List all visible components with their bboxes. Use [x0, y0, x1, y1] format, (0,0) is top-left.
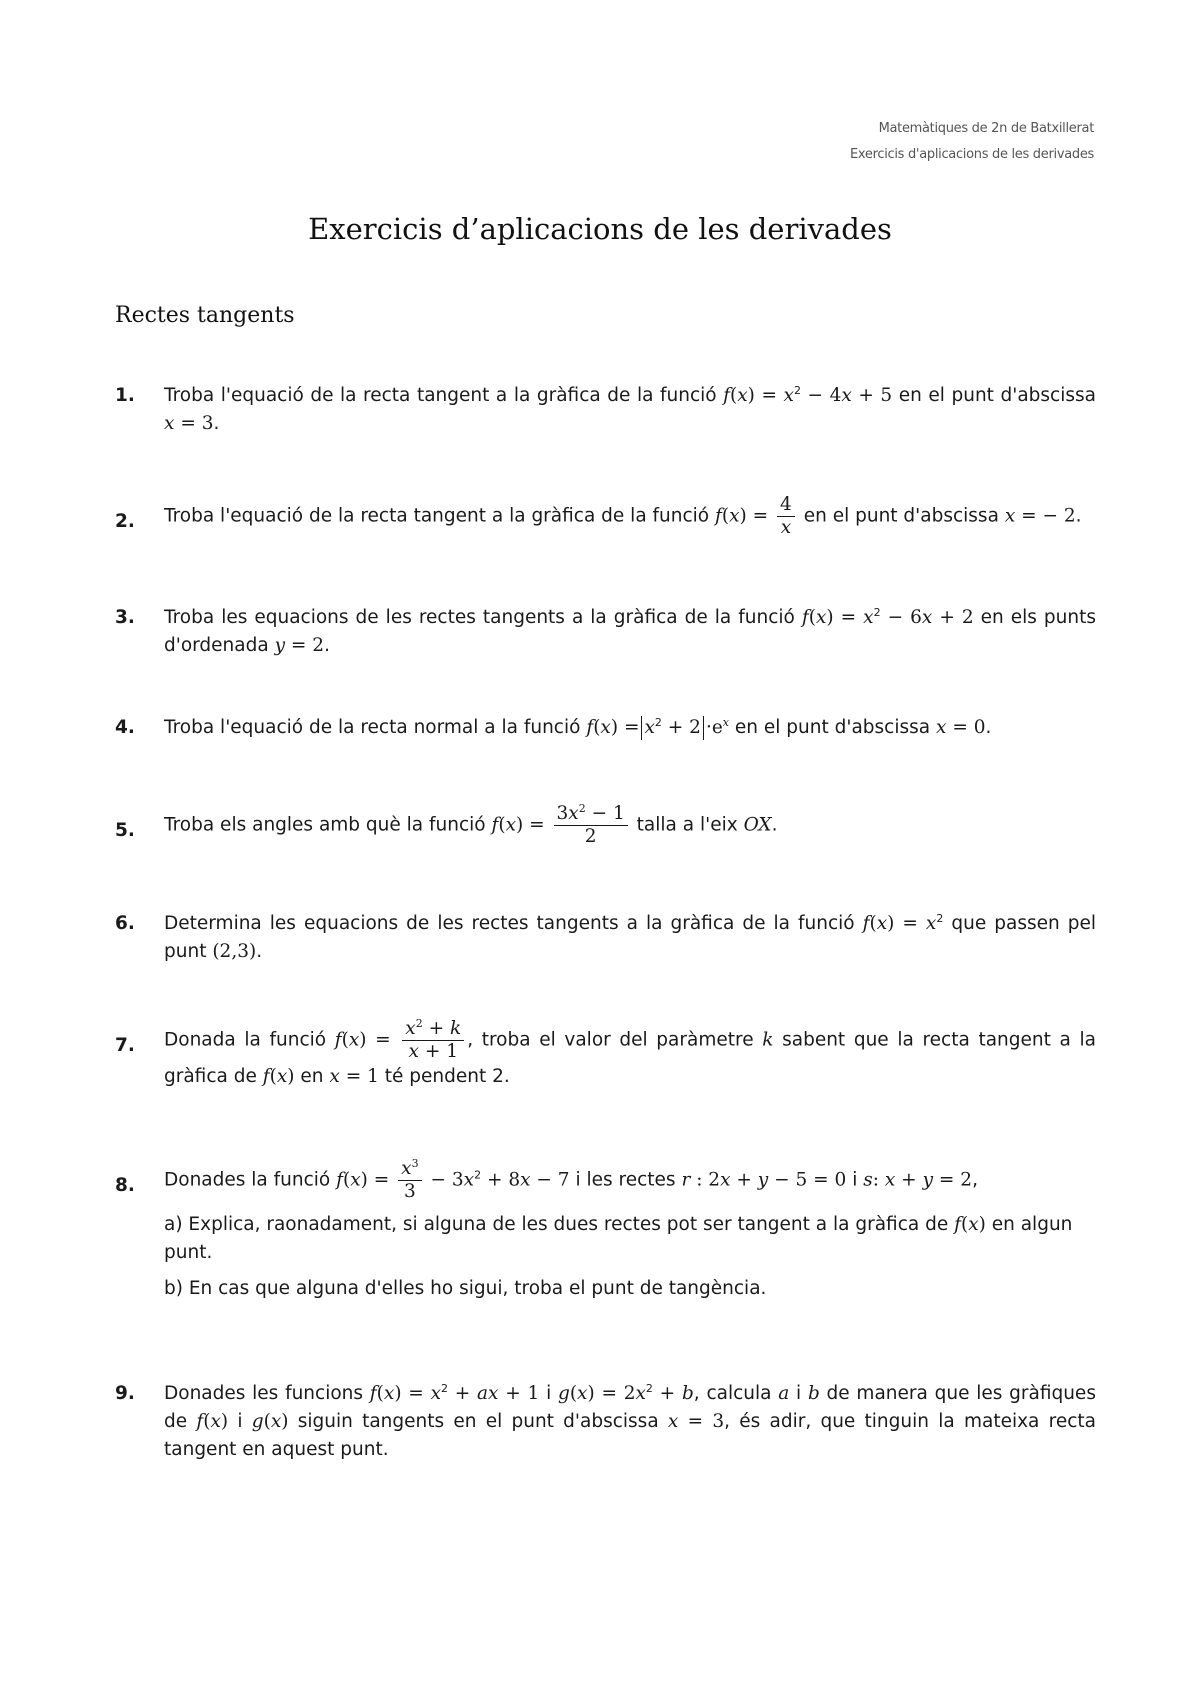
exercise-number: 5. — [115, 820, 135, 841]
exercise-text: Donada la funció f(x) = $\frac{x^2 + k}{x + 1}$ , troba el valor del paràmetre k sabent que la recta tangent a la gràfica de f(x) en x = 1 té pendent 2. — [164, 1017, 1096, 1087]
exercise-7 — [115, 1018, 1096, 1091]
page-header — [850, 116, 1094, 168]
exercise-number: 7. — [115, 1035, 135, 1056]
exercise-2 — [115, 494, 1096, 539]
exercise-number: 2. — [115, 511, 135, 532]
exercise-4 — [115, 714, 1096, 742]
exercise-number: 8. — [115, 1175, 135, 1196]
exercise-number: 3. — [115, 607, 135, 628]
exercise-text: Determina les equacions de les rectes tangents a la gràfica de la funció $f(x) = x^2$ que passen pel punt (2,3). — [164, 912, 1096, 962]
exercise-number: 1. — [115, 385, 135, 406]
header-course: Matemàtiques de 2n de Batxillerat — [878, 121, 1094, 136]
exercise-number: 9. — [115, 1383, 135, 1404]
section-heading: Rectes tangents — [115, 303, 295, 328]
exercise-text: Troba els angles amb què la funció f(x) = $\frac{3x^2 - 1}{2}$ talla a l'eix OX. — [164, 802, 778, 847]
exercise-text: Troba l'equació de la recta tangent a la gràfica de la funció f(x) = $\frac{4}{x}$ en el punt d'abscissa x = − 2. — [164, 494, 1082, 538]
exercise-text: Donades la funció f(x) = $\frac{x^3}{3}$ − $3x^2 + 8x - 7$ i les rectes r : 2x + y − 5 = 0 i s: x + y = 2, — [164, 1157, 978, 1202]
exercise-8a: a) Explica, raonadament, si alguna de les dues rectes pot ser tangent a la gràfica de f(x) en algun punt. — [164, 1214, 1073, 1263]
exercise-text: Troba les equacions de les rectes tangents a la gràfica de la funció $f(x) = x^2 - 6x + 2$ en els punts d'ordenada y = 2. — [164, 606, 1096, 656]
exercise-3 — [115, 604, 1096, 660]
header-topic: Exercicis d'aplicacions de les derivades — [849, 147, 1094, 162]
exercise-text: Donades les funcions $f(x) = x^2$ + ax + 1 i $g(x) = 2x^2 + b$, calcula a i b de manera que les gràfiques de f(x) i g(x) siguin tangents en el punt d'abscissa x = 3, és adir, que tinguin la mateixa recta tangent en aquest punt. — [164, 1382, 1096, 1460]
exercise-text: Troba l'equació de la recta tangent a la gràfica de la funció $f(x) = x^2 - 4x + 5$ en el punt d'abscissa x = 3. — [164, 384, 1096, 434]
exercise-9 — [115, 1380, 1096, 1464]
exercise-5 — [115, 803, 1096, 848]
exercise-1 — [115, 382, 1096, 438]
page-title: Exercicis d’aplicacions de les derivades — [308, 212, 892, 246]
exercise-text: Troba l'equació de la recta normal a la funció $f(x) = x^2 + 2 \cdot e^x$ en el punt d'abscissa x = 0. — [164, 716, 992, 738]
exercise-6 — [115, 910, 1096, 966]
exercise-number: 6. — [115, 913, 135, 934]
exercise-number: 4. — [115, 717, 135, 738]
exercise-8 — [115, 1158, 1096, 1303]
exercise-8b: b) En cas que alguna d'elles ho sigui, troba el punt de tangència. — [164, 1278, 767, 1299]
